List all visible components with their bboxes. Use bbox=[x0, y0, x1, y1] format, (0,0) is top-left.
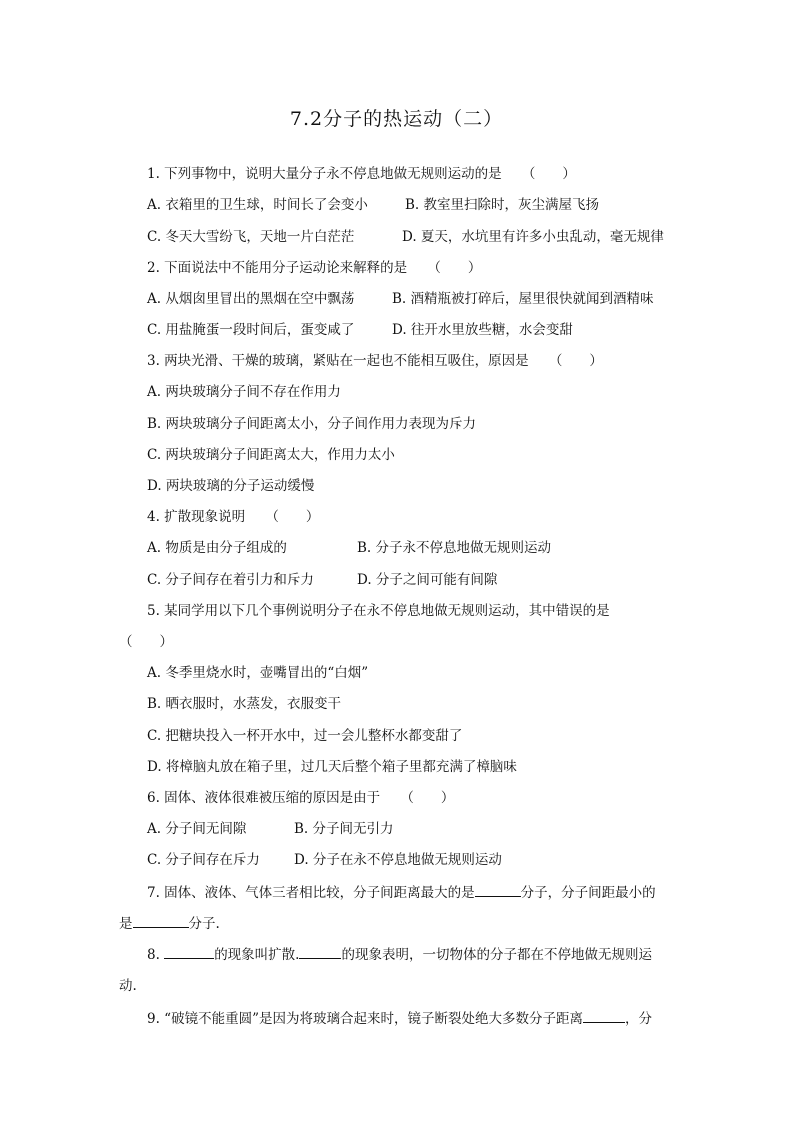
q7-blank-2[interactable] bbox=[133, 913, 189, 928]
q8-text-4: 动. bbox=[119, 978, 137, 994]
q2-stem: 2. 下面说法中不能用分子运动论来解释的是 （ ） bbox=[147, 260, 482, 276]
q7-text-1: 7. 固体、液体、气体三者相比较，分子间距离最大的是 bbox=[147, 885, 475, 901]
q5-option-a: A. 冬季里烧水时，壶嘴冒出的“白烟” bbox=[147, 665, 369, 681]
q1-option-a: A. 衣箱里的卫生球，时间长了会变小 bbox=[147, 197, 368, 213]
q7-text-3: 是 bbox=[119, 916, 133, 932]
q6-option-c: C. 分子间存在斥力 bbox=[147, 852, 260, 868]
q5-option-d: D. 将樟脑丸放在箱子里，过几天后整个箱子里都充满了樟脑味 bbox=[147, 759, 517, 775]
q5-stem: 5. 某同学用以下几个事例说明分子在永不停息地做无规则运动，其中错误的是 bbox=[147, 603, 610, 619]
q7-blank-1[interactable] bbox=[475, 882, 521, 897]
q8-line1 bbox=[147, 944, 652, 965]
q2-option-d: D. 往开水里放些糖，水会变甜 bbox=[392, 322, 573, 338]
q5-stem-tail: （ ） bbox=[119, 634, 173, 650]
q3-stem: 3. 两块光滑、干燥的玻璃，紧贴在一起也不能相互吸住，原因是 （ ） bbox=[147, 353, 603, 369]
q8-text-3: 的现象表明，一切物体的分子都在不停地做无规则运 bbox=[341, 947, 652, 963]
q5-option-c: C. 把糖块投入一杯开水中，过一会儿整杯水都变甜了 bbox=[147, 728, 463, 744]
q7-line2 bbox=[119, 913, 220, 934]
q6-option-b: B. 分子间无引力 bbox=[294, 821, 394, 837]
q2-option-a: A. 从烟囱里冒出的黑烟在空中飘荡 bbox=[147, 291, 355, 307]
page-title: 7.2分子的热运动（二） bbox=[289, 108, 504, 130]
q9-text-2: ，分 bbox=[624, 1011, 652, 1027]
q4-stem: 4. 扩散现象说明 （ ） bbox=[147, 509, 320, 525]
q4-option-b: B. 分子永不停息地做无规则运动 bbox=[357, 540, 552, 556]
q8-text-1: 8. bbox=[147, 947, 160, 963]
q4-option-a: A. 物质是由分子组成的 bbox=[147, 540, 287, 556]
q6-stem: 6. 固体、液体很难被压缩的原因是由于 （ ） bbox=[147, 790, 455, 806]
q3-option-c: C. 两块玻璃分子间距离太大，作用力太小 bbox=[147, 447, 395, 463]
q3-option-b: B. 两块玻璃分子间距离太小，分子间作用力表现为斥力 bbox=[147, 416, 477, 432]
q6-option-a: A. 分子间无间隙 bbox=[147, 821, 247, 837]
q1-option-b: B. 教室里扫除时，灰尘满屋飞扬 bbox=[405, 197, 600, 213]
q2-option-b: B. 酒精瓶被打碎后，屋里很快就闻到酒精味 bbox=[392, 291, 654, 307]
q6-option-d: D. 分子在永不停息地做无规则运动 bbox=[294, 852, 502, 868]
q8-text-2: 的现象叫扩散. bbox=[214, 947, 300, 963]
q3-option-d: D. 两块玻璃的分子运动缓慢 bbox=[147, 478, 315, 494]
q2-option-c: C. 用盐腌蛋一段时间后，蛋变咸了 bbox=[147, 322, 355, 338]
q1-stem: 1. 下列事物中，说明大量分子永不停息地做无规则运动的是 （ ） bbox=[147, 166, 576, 182]
q7-text-2: 分子，分子间距最小的 bbox=[520, 885, 656, 901]
q8-blank-1[interactable] bbox=[164, 944, 214, 959]
q9-line1 bbox=[147, 1008, 652, 1029]
q1-option-d: D. 夏天，水坑里有许多小虫乱动，毫无规律 bbox=[402, 229, 664, 245]
q9-blank-1[interactable] bbox=[583, 1008, 625, 1023]
q1-option-c: C. 冬天大雪纷飞，天地一片白茫茫 bbox=[147, 229, 355, 245]
q9-text-1: 9. “破镜不能重圆”是因为将玻璃合起来时，镜子断裂处绝大多数分子距离 bbox=[147, 1011, 583, 1027]
q5-option-b: B. 晒衣服时，水蒸发，衣服变干 bbox=[147, 696, 342, 712]
q7-text-4: 分子. bbox=[188, 916, 220, 932]
q7-line1 bbox=[147, 882, 656, 903]
q4-option-c: C. 分子间存在着引力和斥力 bbox=[147, 572, 314, 588]
q3-option-a: A. 两块玻璃分子间不存在作用力 bbox=[147, 384, 341, 400]
q8-blank-2[interactable] bbox=[299, 944, 341, 959]
q4-option-d: D. 分子之间可能有间隙 bbox=[357, 572, 498, 588]
